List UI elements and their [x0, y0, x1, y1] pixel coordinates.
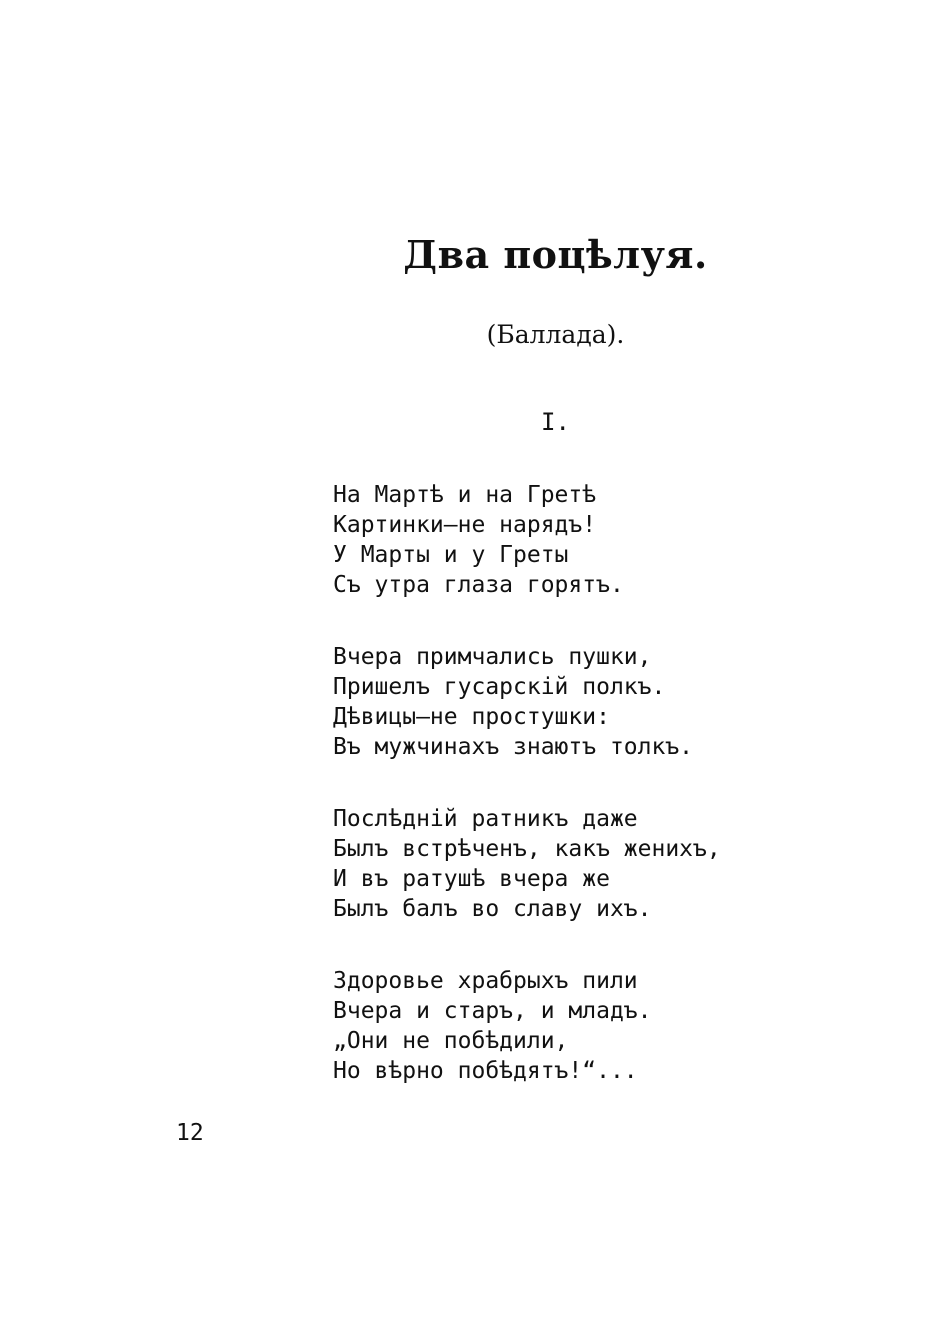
stanza-line: У Марты и у Греты: [333, 542, 569, 568]
stanza-2: [333, 642, 693, 762]
stanza-line: Вчера и старъ, и младъ.: [333, 998, 652, 1024]
section-number: I.: [541, 408, 570, 436]
stanza-line: Картинки—не нарядъ!: [333, 512, 597, 538]
stanza-line: Былъ балъ во славу ихъ.: [333, 896, 652, 922]
page-number: 12: [176, 1120, 204, 1146]
stanza-3: [333, 804, 721, 924]
stanza-line: Дѣвицы—не простушки:: [333, 704, 610, 730]
stanza-1: [333, 480, 624, 600]
stanza-line: На Мартѣ и на Гретѣ: [333, 482, 597, 508]
stanza-line: Былъ встрѣченъ, какъ женихъ,: [333, 836, 721, 862]
stanza-4: [333, 966, 652, 1086]
stanza-line: Вчера примчались пушки,: [333, 644, 652, 670]
poem-subtitle: (Баллада).: [486, 320, 625, 349]
stanza-line: Но вѣрно побѣдятъ!“...: [333, 1058, 638, 1084]
stanza-line: Въ мужчинахъ знаютъ толкъ.: [333, 734, 694, 760]
poem-title: Два поцѣлуя.: [403, 232, 708, 277]
stanza-line: Съ утра глаза горятъ.: [333, 572, 624, 598]
stanza-line: Послѣдній ратникъ даже: [333, 806, 638, 832]
stanza-line: И въ ратушѣ вчера же: [333, 866, 610, 892]
stanza-line: Здоровье храбрыхъ пили: [333, 968, 638, 994]
stanza-line: „Они не побѣдили,: [333, 1028, 569, 1054]
stanza-line: Пришелъ гусарскій полкъ.: [333, 674, 666, 700]
